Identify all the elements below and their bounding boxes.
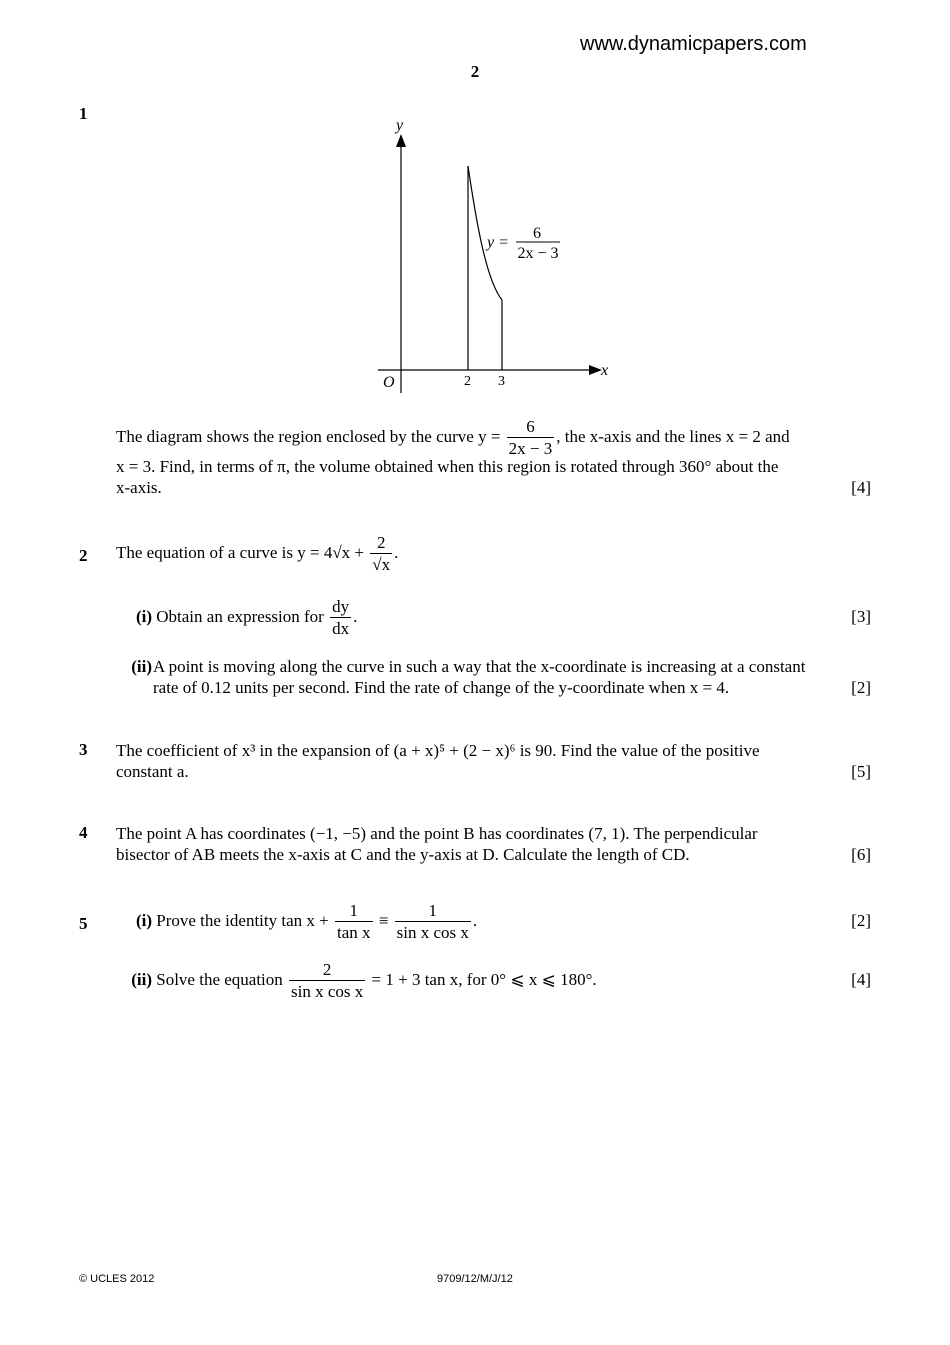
website-url: www.dynamicpapers.com	[580, 33, 807, 55]
q5-f1-num: 1	[349, 901, 358, 920]
q2-part-i-text: Obtain an expression for	[156, 606, 324, 626]
q2-part-ii-text-2: rate of 0.12 units per second. Find the rate of change of the y-coordinate when x = 4.	[153, 678, 730, 697]
q2-stem-text: The equation of a curve is y = 4√x +	[116, 542, 365, 562]
question-5-number: 5	[79, 914, 88, 933]
question-1-number: 1	[79, 104, 88, 123]
q2-part-ii-marks: [2]	[851, 678, 871, 697]
q5-part-ii-rest: = 1 + 3 tan x, for 0° ⩽ x ⩽ 180°.	[371, 969, 597, 989]
q2-part-i-row	[116, 598, 871, 638]
q2-part-i-label: (i)	[135, 606, 152, 626]
footer-paper-code: 9709/12/M/J/12	[437, 1273, 513, 1285]
q2-part-i-fraction	[330, 598, 351, 638]
q5-part-i-content: (i) Prove the identity tan x + $\frac{1}{\text{tan x}}$ ≡ $\frac{1}{\text{sin x cos x}}$ .	[116, 902, 477, 942]
q5-part-ii-text: Solve the equation	[156, 969, 283, 989]
curve-equation-lhs: y =	[487, 234, 509, 251]
q5-equiv-symbol: ≡	[378, 910, 389, 930]
q4-text	[116, 823, 871, 865]
curve-equation-den: 2x − 3	[517, 245, 559, 262]
question-4-number: 4	[79, 823, 88, 842]
q3-text	[116, 740, 871, 782]
q2-fraction	[370, 534, 392, 574]
q4-line-2: bisector of AB meets the x-axis at C and the y-axis at D. Calculate the length of CD.	[116, 845, 690, 864]
q5-part-i-marks: [2]	[851, 910, 871, 930]
curve	[468, 166, 502, 300]
q2-part-i-den: dx	[332, 618, 350, 638]
q3-line-1: The coefficient of x³ in the expansion of (a + x)⁵ + (2 − x)⁶ is 90. Find the value of the positive	[116, 741, 760, 760]
q5-part-ii-content	[116, 961, 597, 1001]
q2-stem: The equation of a curve is y = 4√x + $\frac{2}{√x}$ .	[116, 533, 399, 574]
q2-part-ii-row	[116, 656, 871, 698]
q3-line-2-row	[116, 761, 871, 782]
question-3-number: 3	[79, 740, 88, 759]
page-number: 2	[470, 62, 480, 81]
q5-part-ii-marks: [4]	[851, 969, 871, 989]
q3-line-2: constant a.	[116, 762, 189, 781]
tick-label-2: 2	[464, 374, 471, 389]
q4-line-1: The point A has coordinates (−1, −5) and the point B has coordinates (7, 1). The perpendicular	[116, 824, 758, 843]
q1-diagram	[360, 110, 620, 400]
q5-part-ii-num: 2	[322, 960, 332, 979]
q3-marks: [5]	[851, 762, 871, 781]
q2-part-i-marks: [3]	[851, 606, 871, 626]
curve-equation-num: 6	[533, 225, 541, 242]
q2-part-i	[116, 598, 871, 638]
q1-text	[116, 418, 871, 498]
q5-part-ii-label: (ii)	[131, 969, 152, 989]
q5-f2-den: sin x cos x	[396, 922, 469, 942]
q2-frac-den: √x	[372, 554, 391, 574]
q1-marks: [4]	[851, 477, 871, 497]
q1-line-3	[116, 477, 871, 498]
q5-part-i-row	[116, 902, 871, 942]
q1-line-1	[116, 418, 871, 458]
q5-part-ii-row	[116, 961, 871, 1001]
q5-part-i-text: Prove the identity tan x +	[156, 910, 329, 930]
q2-part-ii-line-2	[153, 677, 871, 698]
question-2-number: 2	[79, 546, 88, 565]
footer-copyright: © UCLES 2012	[79, 1273, 155, 1285]
q5-part-i	[116, 902, 871, 942]
q1-fraction	[507, 418, 555, 458]
q4-line-2-row	[116, 844, 871, 865]
q2-part-ii-line-1: A point is moving along the curve in such a way that the x-coordinate is increasing at a constant	[153, 657, 806, 676]
q5-f2-num: 1	[428, 901, 437, 920]
q5-part-i-label: (i)	[135, 910, 152, 930]
q5-part-ii-den: sin x cos x	[291, 981, 364, 1001]
q1-text-d: x-axis.	[116, 477, 162, 497]
q2-part-ii-label: (ii)	[131, 657, 152, 676]
q5-part-i-fraction-1	[335, 902, 373, 942]
q1-frac-den: 2x − 3	[508, 438, 553, 458]
q2-part-i-content: (i) Obtain an expression for $\frac{dy}{dx}$ .	[116, 598, 357, 638]
q5-part-ii-fraction	[289, 961, 365, 1001]
q1-line-1-content	[116, 418, 790, 458]
q2-part-ii-body	[153, 656, 871, 698]
q2-part-i-num: dy	[332, 597, 350, 616]
q1-text-a: The diagram shows the region enclosed by the curve y =	[116, 426, 501, 446]
origin-label: O	[383, 374, 395, 391]
q5-part-i-fraction-2	[395, 902, 471, 942]
q1-text-b: , the x-axis and the lines x = 2 and	[556, 426, 790, 446]
q1-line-2: x = 3. Find, in terms of π, the volume obtained when this region is rotated through 360° about the	[116, 456, 779, 476]
q5-part-ii	[116, 961, 871, 1001]
q4-marks: [6]	[851, 845, 871, 864]
q5-f1-den: tan x	[336, 922, 371, 942]
tick-label-3: 3	[498, 374, 505, 389]
q2-part-ii	[116, 656, 871, 698]
y-axis-label: y	[396, 117, 404, 134]
q1-frac-num: 6	[526, 417, 535, 436]
y-axis-arrow	[396, 134, 406, 147]
q2-frac-num: 2	[376, 533, 386, 552]
x-axis-label: x	[601, 362, 609, 379]
